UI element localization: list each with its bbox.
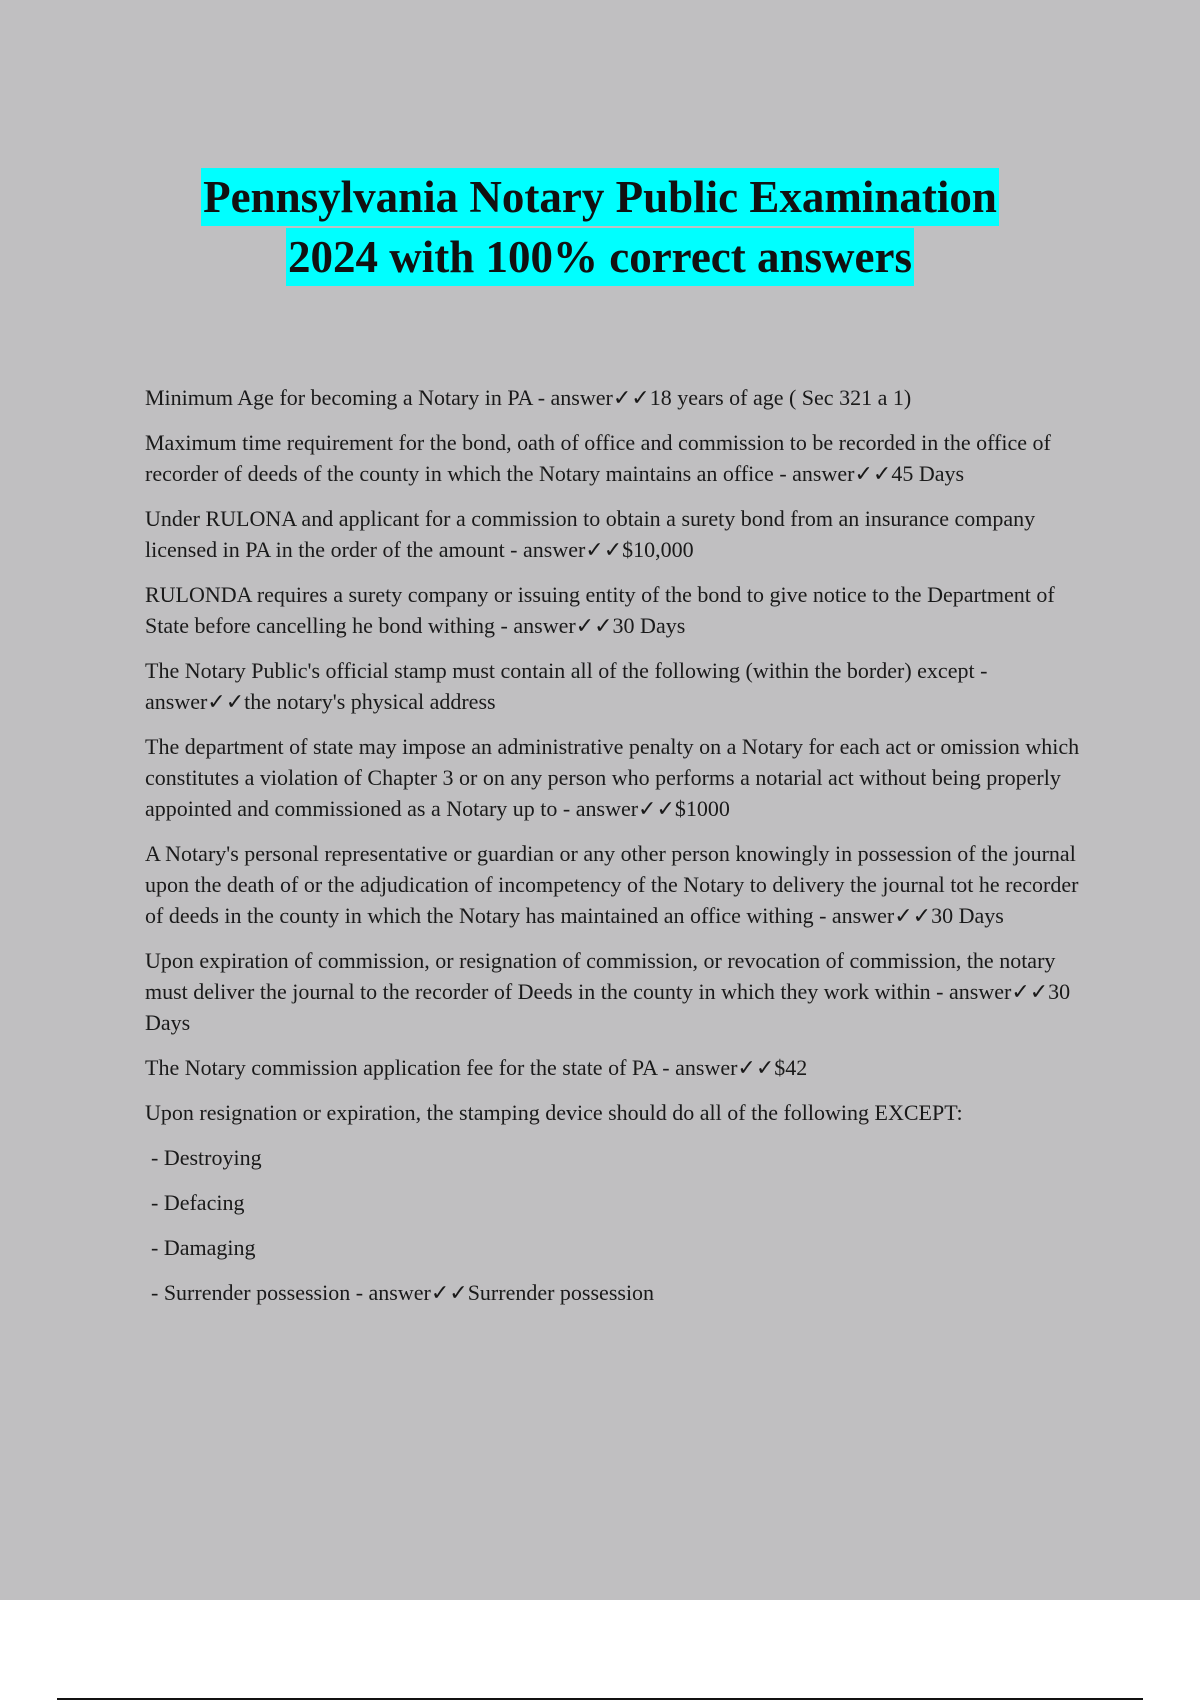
document-title — [0, 168, 1200, 288]
question-paragraph: The Notary Public's official stamp must contain all of the following (within the border) except - answer✓✓the notary's physical address — [145, 658, 988, 714]
option-item: - Destroying — [151, 1145, 262, 1170]
question-paragraph: Maximum time requirement for the bond, oath of office and commission to be recorded in the office of recorder of deeds of the county in which the Notary maintains an office - answer✓✓45 Days — [145, 430, 1051, 486]
option-item: - Defacing — [151, 1190, 245, 1215]
question-paragraph: RULONDA requires a surety company or issuing entity of the bond to give notice to the Department of State before cancelling he bond withing - answer✓✓30 Days — [145, 582, 1055, 638]
title-line-1: Pennsylvania Notary Public Examination — [201, 168, 999, 226]
question-paragraph: The Notary commission application fee for the state of PA - answer✓✓$42 — [145, 1055, 808, 1080]
question-paragraph: Under RULONA and applicant for a commission to obtain a surety bond from an insurance company licensed in PA in the order of the amount - answer✓✓$10,000 — [145, 506, 1036, 562]
question-paragraph: Minimum Age for becoming a Notary in PA - answer✓✓18 years of age ( Sec 321 a 1) — [145, 385, 912, 410]
question-paragraph: The department of state may impose an administrative penalty on a Notary for each act or omission which constitutes a violation of Chapter 3 or on any person who performs a notarial act without being properly appointed and commissioned as a Notary up to - answer✓✓$1000 — [145, 734, 1080, 821]
option-item: - Surrender possession - answer✓✓Surrender possession — [151, 1280, 655, 1305]
document-body — [145, 382, 1090, 1322]
option-item: - Damaging — [151, 1235, 256, 1260]
question-paragraph: A Notary's personal representative or guardian or any other person knowingly in possession of the journal upon the death of or the adjudication of incompetency of the Notary to delivery the journal tot he recorder of deeds in the county in which the Notary has maintained an office withing - answer✓✓30 Days — [145, 841, 1079, 928]
question-paragraph: Upon expiration of commission, or resignation of commission, or revocation of commission, the notary must deliver the journal to the recorder of Deeds in the county in which they work within - answer✓✓30 Days — [145, 948, 1071, 1035]
title-line-2: 2024 with 100% correct answers — [286, 228, 914, 286]
question-paragraph: Upon resignation or expiration, the stamping device should do all of the following EXCEPT: — [145, 1100, 963, 1125]
